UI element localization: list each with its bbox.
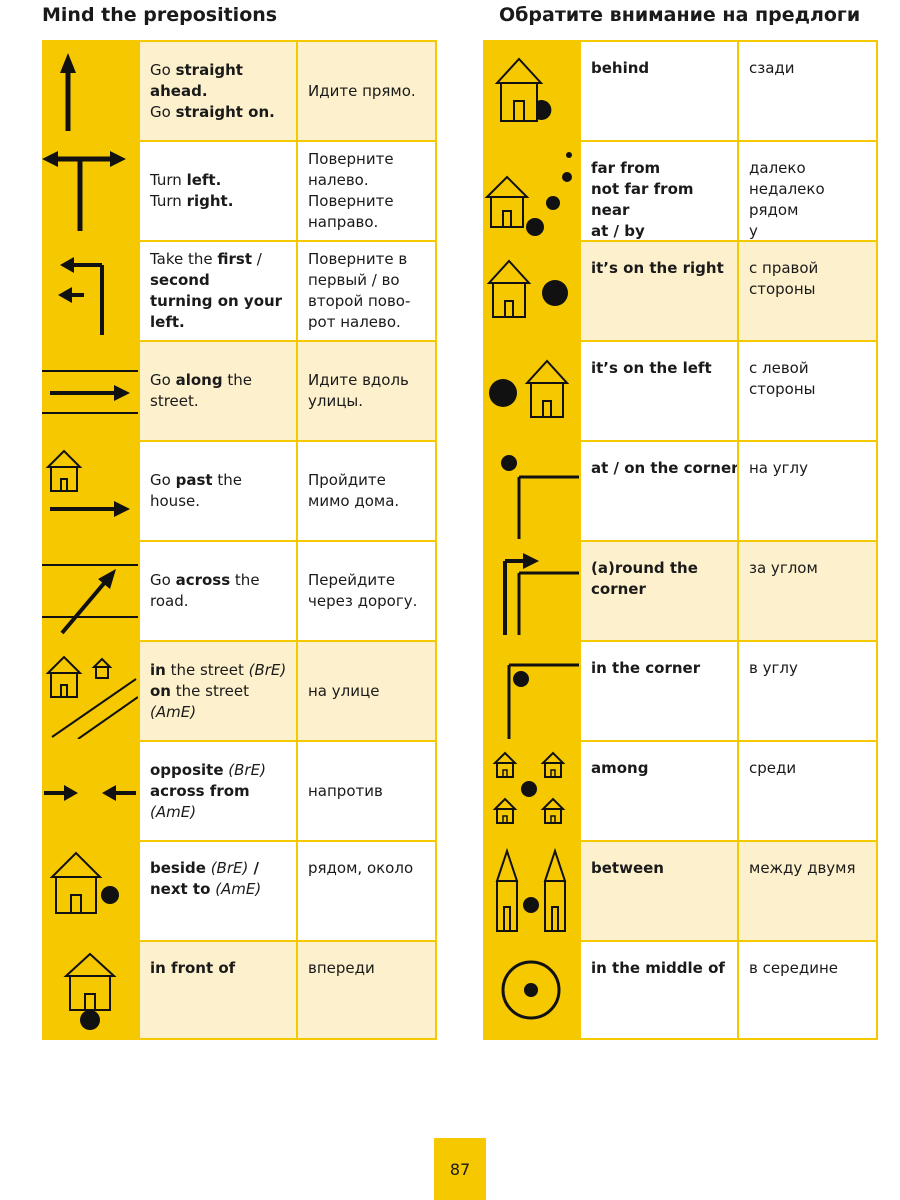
house-left-dot-icon — [483, 342, 579, 440]
across-road-icon — [42, 542, 138, 640]
arrow-up-icon — [42, 42, 138, 140]
phrase-en: (a)round the corner — [579, 542, 737, 640]
phrase-en: it’s on the right — [579, 242, 737, 340]
phrase-en: at / on the corner — [579, 442, 737, 540]
phrase-ru: напротив — [296, 742, 437, 840]
phrase-en: far from not far from near at / by — [579, 142, 737, 240]
location-prepositions-table — [483, 40, 878, 1040]
middle-circle-icon — [483, 942, 579, 1038]
phrase-ru: впереди — [296, 942, 437, 1038]
table-row — [483, 640, 878, 740]
table-row — [483, 140, 878, 240]
house-right-dot-icon — [483, 242, 579, 340]
beside-house-icon — [42, 842, 138, 940]
table-row — [483, 540, 878, 640]
table-row — [483, 240, 878, 340]
front-house-icon — [42, 942, 138, 1038]
table-row — [42, 640, 437, 740]
table-row — [42, 740, 437, 840]
phrase-ru: среди — [737, 742, 878, 840]
phrase-ru: далеко недалеко рядом у — [737, 142, 878, 240]
table-row — [42, 340, 437, 440]
behind-house-icon — [483, 42, 579, 140]
table-row — [42, 540, 437, 640]
phrase-en: in front of — [138, 942, 296, 1038]
phrase-en: beside (BrE) / next to (AmE) — [138, 842, 296, 940]
phrase-ru: Идите вдоль улицы. — [296, 342, 437, 440]
phrase-en: Take the first / second turning on your left. — [138, 242, 296, 340]
table-row — [483, 340, 878, 440]
between-towers-icon — [483, 842, 579, 940]
phrase-ru: в середине — [737, 942, 878, 1038]
heading-prepositions: Mind the prepositions — [42, 4, 278, 26]
round-corner-icon — [483, 542, 579, 640]
in-street-icon — [42, 642, 138, 740]
among-houses-icon — [483, 742, 579, 840]
phrase-ru: на углу — [737, 442, 878, 540]
phrase-ru: сзади — [737, 42, 878, 140]
table-row — [42, 940, 437, 1040]
far-near-icon — [483, 142, 579, 240]
table-row — [483, 740, 878, 840]
phrase-en: between — [579, 842, 737, 940]
phrase-en: in the corner — [579, 642, 737, 740]
table-row — [483, 940, 878, 1040]
directions-table — [42, 40, 437, 1040]
phrase-en: Go past the house. — [138, 442, 296, 540]
phrase-en: Go straight ahead. Go straight on. — [138, 42, 296, 140]
table-row — [483, 440, 878, 540]
phrase-en: in the street (BrE) on the street (AmE) — [138, 642, 296, 740]
first-turning-left-icon — [42, 242, 138, 340]
along-street-icon — [42, 342, 138, 440]
table-row — [42, 140, 437, 240]
phrase-en: Go across the road. — [138, 542, 296, 640]
heading-prepositions-russian: Обратите внимание на предлоги — [499, 4, 861, 26]
phrase-ru: с правой стороны — [737, 242, 878, 340]
opposite-arrows-icon — [42, 742, 138, 840]
phrase-en: in the middle of — [579, 942, 737, 1038]
phrase-ru: на улице — [296, 642, 437, 740]
at-corner-icon — [483, 442, 579, 540]
phrase-ru: с левой стороны — [737, 342, 878, 440]
table-row — [42, 840, 437, 940]
page-number: 87 — [434, 1138, 486, 1200]
phrase-en: behind — [579, 42, 737, 140]
phrase-ru: в углу — [737, 642, 878, 740]
table-row — [42, 40, 437, 140]
table-row — [483, 40, 878, 140]
phrase-en: it’s on the left — [579, 342, 737, 440]
phrase-ru: Пройдите мимо дома. — [296, 442, 437, 540]
table-row — [42, 440, 437, 540]
phrase-en: among — [579, 742, 737, 840]
phrase-ru: Идите прямо. — [296, 42, 437, 140]
phrase-en: opposite (BrE) across from (AmE) — [138, 742, 296, 840]
phrase-ru: Поверните в первый / во второй поворот налево. — [296, 242, 437, 340]
phrase-en: Turn left. Turn right. — [138, 142, 296, 240]
t-junction-icon — [42, 142, 138, 240]
phrase-ru: Поверните налево. Поверните направо. — [296, 142, 437, 240]
table-row — [483, 840, 878, 940]
phrase-ru: Перейдите через дорогу. — [296, 542, 437, 640]
table-row — [42, 240, 437, 340]
past-house-icon — [42, 442, 138, 540]
in-corner-icon — [483, 642, 579, 740]
phrase-ru: за углом — [737, 542, 878, 640]
phrase-ru: между двумя — [737, 842, 878, 940]
phrase-ru: рядом, около — [296, 842, 437, 940]
phrase-en: Go along the street. — [138, 342, 296, 440]
